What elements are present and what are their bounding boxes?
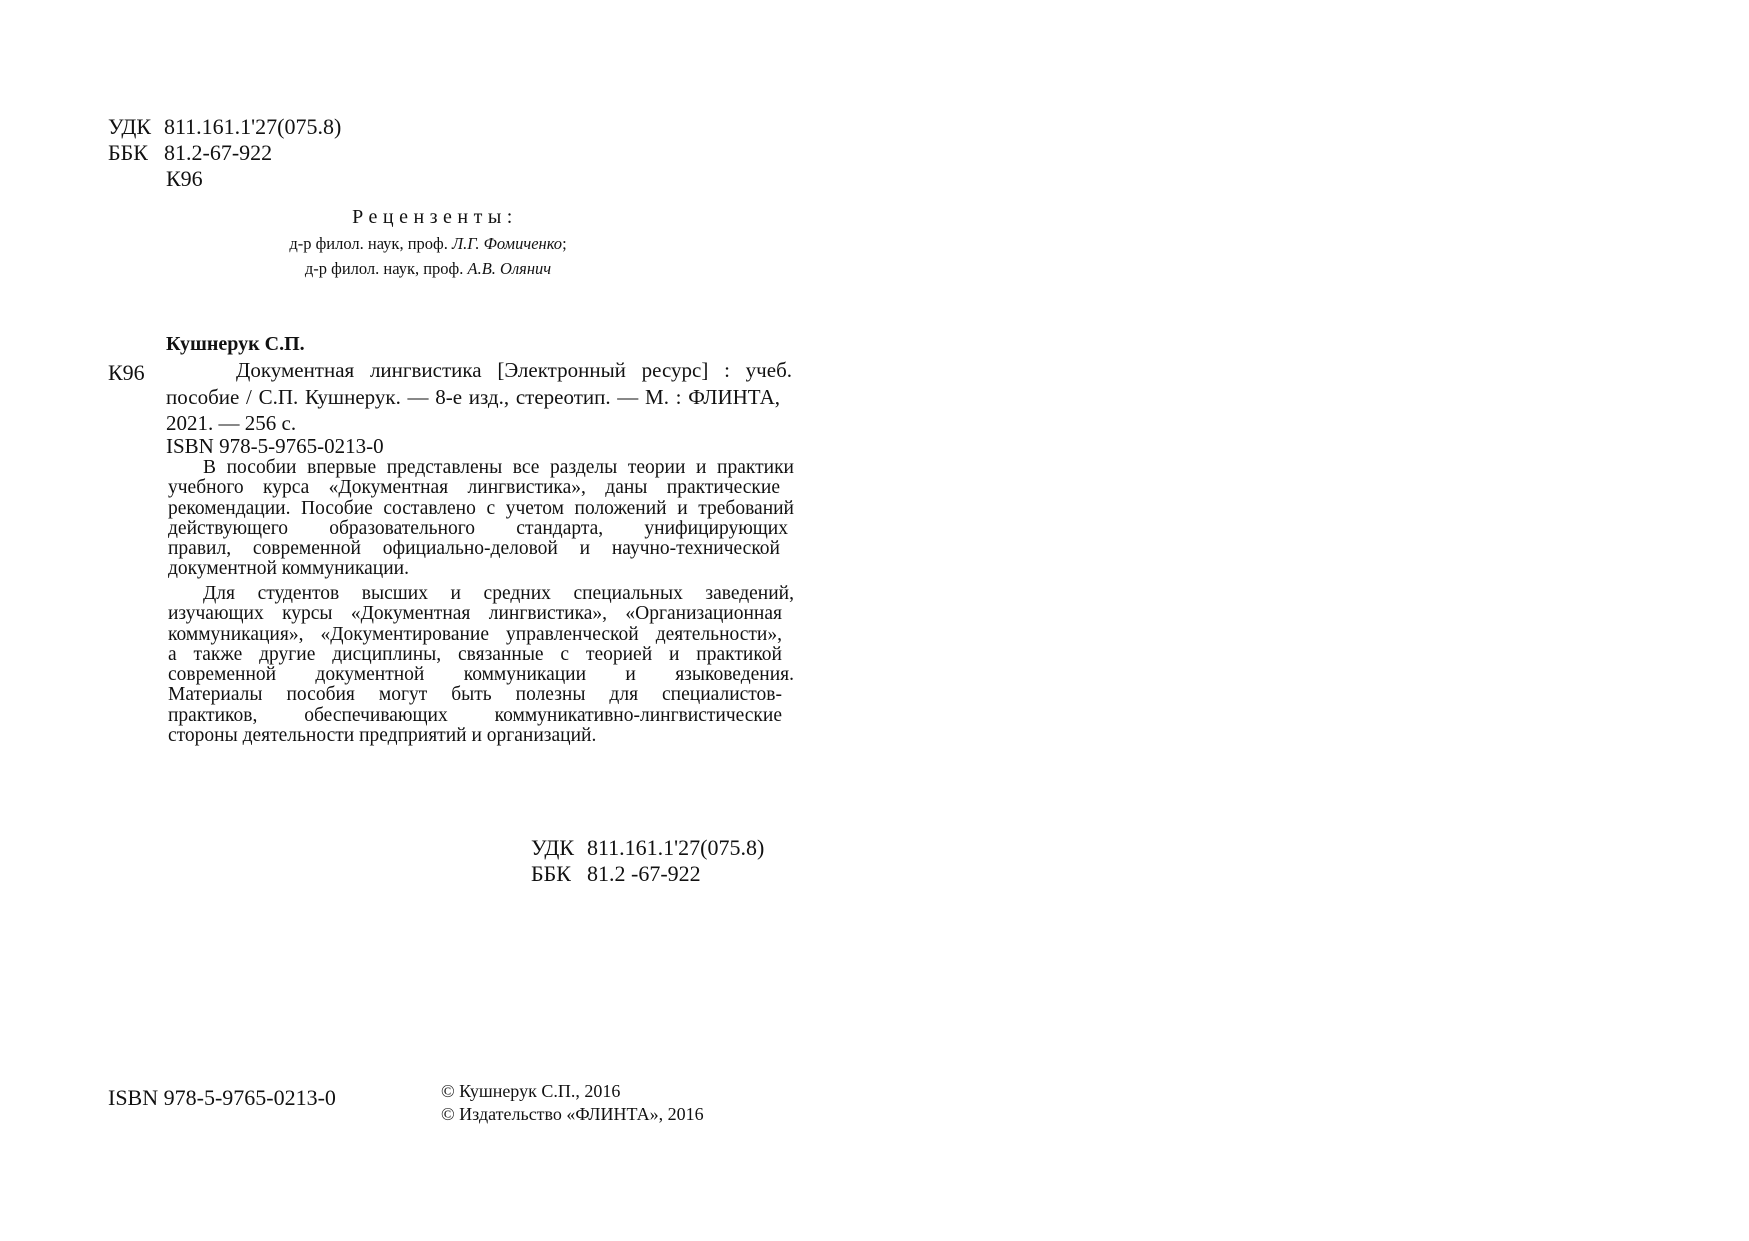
annotation-line: рекомендации. Пособие составлено с учетом положений и требований (168, 497, 794, 519)
udk-value: 811.161.1'27(075.8) (164, 114, 342, 139)
bbk-value: 81.2 -67-922 (587, 861, 701, 886)
card-author: Кушнерук С.П. (166, 333, 305, 355)
annotation-line: коммуникация», «Документирование управленческой деятельности», (168, 623, 782, 645)
udk-line-bottom (531, 835, 764, 861)
annotation-line: учебного курса «Документная лингвистика», даны практические (168, 477, 780, 499)
annotation-line: современной документной коммуникации и языковедения. (168, 664, 794, 686)
annotation-line: Материалы пособия могут быть полезны для специалистов- (168, 684, 782, 706)
annotation-paragraph-1 (168, 458, 794, 580)
annotation-line: документной коммуникации. (168, 558, 409, 580)
reviewer-1-name: Л.Г. Фомиченко (451, 234, 563, 253)
copyright-publisher: © Издательство «ФЛИНТА», 2016 (441, 1104, 704, 1124)
annotation-line: стороны деятельности предприятий и организаций. (168, 725, 597, 747)
card-extent-line: 2021. — 256 с. (166, 411, 297, 435)
annotation-paragraph-2 (168, 584, 794, 746)
udk-line-top (108, 114, 341, 140)
reviewers-title: Рецензенты: (352, 206, 518, 228)
card-title-line: Документная лингвистика [Электронный ресурс] : учеб. (236, 358, 792, 382)
card-isbn: ISBN 978-5-9765-0213-0 (166, 434, 384, 458)
annotation-line: В пособии впервые представлены все разделы теории и практики (203, 457, 794, 478)
reviewer-2-name: А.В. Олянич (467, 259, 552, 278)
bbk-line-top (108, 140, 272, 166)
card-imprint-line: пособие / С.П. Кушнерук. — 8-е изд., стереотип. — М. : ФЛИНТА, (166, 385, 780, 409)
annotation-line: а также другие дисциплины, связанные с теорией и практикой (168, 643, 782, 665)
reviewer-1-suffix: ; (562, 234, 567, 253)
footer-isbn: ISBN 978-5-9765-0213-0 (108, 1085, 336, 1110)
udk-label: УДК (108, 114, 152, 139)
copyright-author: © Кушнерук С.П., 2016 (441, 1081, 621, 1101)
card-mark: К96 (108, 360, 145, 385)
bbk-label: ББК (108, 140, 148, 165)
bbk-line-bottom (531, 861, 701, 887)
bbk-value: 81.2-67-922 (164, 140, 273, 165)
annotation-line: правил, современной официально-деловой и научно-технической (168, 538, 780, 560)
udk-label: УДК (531, 835, 575, 860)
bbk-label: ББК (531, 861, 571, 886)
reviewer-1 (108, 234, 748, 254)
reviewer-2 (108, 259, 748, 279)
annotation-line: изучающих курсы «Документная лингвистика», «Организационная (168, 603, 782, 625)
reviewer-1-prefix: д-р филол. наук, проф. (289, 234, 452, 253)
udk-value: 811.161.1'27(075.8) (587, 835, 765, 860)
reviewer-2-prefix: д-р филол. наук, проф. (304, 259, 468, 278)
annotation-line: практиков, обеспечивающих коммуникативно-лингвистические (168, 704, 782, 726)
annotation-line: Для студентов высших и средних специальных заведений, (203, 583, 794, 604)
author-mark-top: К96 (166, 166, 203, 191)
annotation-line: действующего образовательного стандарта, унифицирующих (168, 517, 788, 539)
